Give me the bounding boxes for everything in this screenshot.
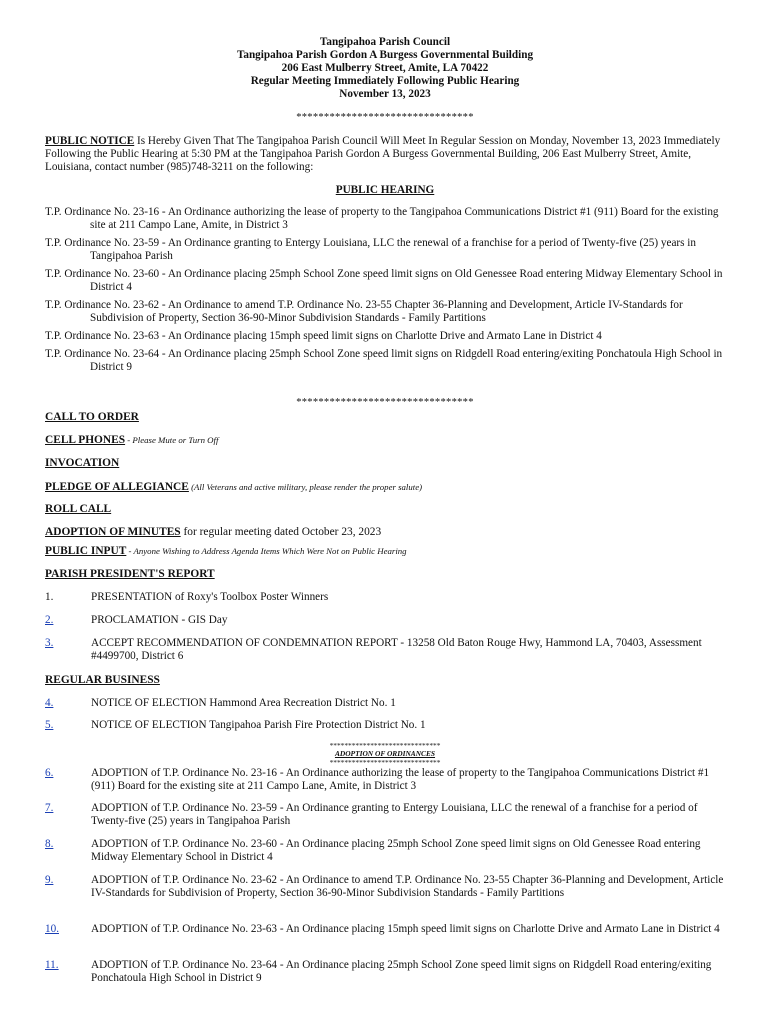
agenda-item-1 [45,591,735,604]
pledge-note: (All Veterans and active military, please render the proper salute) [188,482,423,492]
item-number-link[interactable]: 8. [45,838,54,850]
hearing-item: T.P. Ordinance No. 23-59 - An Ordinance granting to Entergy Louisiana, LLC the renewal of a franchise for a period of Twenty-five (25) years in Tangipahoa Parish [45,237,696,263]
divider-stars-small: ****************************** [329,757,441,767]
regular-business-label: REGULAR BUSINESS [45,674,160,686]
adoption-of-ordinances-title: ADOPTION OF ORDINANCES [334,749,436,759]
cell-phones-label: CELL PHONES [45,434,126,446]
item-number-link[interactable]: 2. [45,614,54,626]
header-date: November 13, 2023 [339,88,431,100]
item-number-link[interactable]: 11. [45,959,59,971]
item-number-link[interactable]: 9. [45,874,54,886]
divider-stars-small: ****************************** [329,741,441,750]
item-text: ADOPTION of T.P. Ordinance No. 23-64 - An Ordinance placing 25mph School Zone speed limit signs on Ridgdell Road entering/exiting Ponchatoula High School in District 9 [91,959,712,985]
header-council-name: Tangipahoa Parish Council [319,36,451,48]
president-report-label: PARISH PRESIDENT'S REPORT [45,568,215,580]
invocation-label: INVOCATION [45,457,120,469]
agenda-item-5 [45,719,735,732]
item-number-link[interactable]: 3. [45,637,54,649]
header-meeting-type: Regular Meeting Immediately Following Public Hearing [250,75,520,87]
agenda-item-6 [45,767,735,793]
item-text: ADOPTION of T.P. Ordinance No. 23-63 - An Ordinance placing 15mph speed limit signs on Charlotte Drive and Armato Lane in District 4 [91,923,720,935]
agenda-item-2 [45,614,735,627]
item-text: PRESENTATION of Roxy's Toolbox Poster Winners [91,591,329,603]
hearing-item: T.P. Ordinance No. 23-60 - An Ordinance placing 25mph School Zone speed limit signs on Old Genessee Road entering Midway Elementary School in District 4 [45,268,723,294]
item-number: 1. [45,591,54,603]
regular-business [45,673,735,687]
adoption-of-minutes [45,525,735,539]
pledge-of-allegiance [45,480,735,494]
header-building: Tangipahoa Parish Gordon A Burgess Governmental Building [236,49,534,61]
item-text: NOTICE OF ELECTION Hammond Area Recreation District No. 1 [91,697,396,709]
adoption-of-ordinances-block [0,742,770,767]
parish-president-report [45,567,735,581]
hearing-item: T.P. Ordinance No. 23-63 - An Ordinance placing 15mph speed limit signs on Charlotte Drive and Armato Lane in District 4 [45,330,602,342]
item-text: ADOPTION of T.P. Ordinance No. 23-60 - An Ordinance placing 25mph School Zone speed limit signs on Old Genessee Road entering Midway Elementary School in District 4 [91,838,701,864]
public-notice [45,135,735,175]
divider-stars-hearing: ******************************** [296,397,474,408]
agenda-item-10 [45,923,735,936]
item-text: ADOPTION of T.P. Ordinance No. 23-16 - An Ordinance authorizing the lease of property to the Tangipahoa Communications District #1 (911) Board for the existing site at 211 Campo Lane, Amite, in District 3 [91,767,710,793]
item-text: PROCLAMATION - GIS Day [91,614,228,626]
public-hearing-title [0,184,770,197]
agenda-item-3 [45,637,735,663]
agenda-item-8 [45,838,735,864]
item-text: ADOPTION of T.P. Ordinance No. 23-59 - An Ordinance granting to Entergy Louisiana, LLC the renewal of a franchise for a period of Twenty-five (25) years in Tangipahoa Parish [91,802,698,828]
item-text: NOTICE OF ELECTION Tangipahoa Parish Fire Protection District No. 1 [91,719,426,731]
item-number-link[interactable]: 6. [45,767,54,779]
roll-call-label: ROLL CALL [45,503,112,515]
invocation [45,456,735,470]
agenda-item-4 [45,697,735,710]
minutes-label: ADOPTION OF MINUTES [45,526,181,538]
item-number-link[interactable]: 7. [45,802,54,814]
public-hearing-title-text: PUBLIC HEARING [335,184,435,196]
public-hearing-list [45,206,735,379]
minutes-text: for regular meeting dated October 23, 2023 [180,526,382,538]
agenda-item-11 [45,959,735,985]
cell-phones-note: - Please Mute or Turn Off [125,435,219,445]
document-header [0,36,770,101]
public-input-note: - Anyone Wishing to Address Agenda Items Which Were Not on Public Hearing [126,546,407,556]
item-number-link[interactable]: 10. [45,923,59,935]
agenda-item-7 [45,802,735,828]
header-address: 206 East Mulberry Street, Amite, LA 70422 [281,62,489,74]
item-text: ADOPTION of T.P. Ordinance No. 23-62 - An Ordinance to amend T.P. Ordinance No. 23-55 Chapter 36-Planning and Development, Article IV-Standards for Subdivision of Property, Section 36-90-Minor Subdivision Standards - Family Partitions [91,874,724,900]
cell-phones [45,433,735,447]
call-to-order [45,410,735,424]
hearing-item: T.P. Ordinance No. 23-62 - An Ordinance to amend T.P. Ordinance No. 23-55 Chapter 36-Planning and Development, Article IV-Standards for Subdivision of Property, Section 36-90-Minor Subdivision Standards - Family Partitions [45,299,683,325]
item-number-link[interactable]: 5. [45,719,54,731]
public-input-label: PUBLIC INPUT [45,545,127,557]
public-notice-label: PUBLIC NOTICE [45,135,135,147]
call-to-order-label: CALL TO ORDER [45,411,139,423]
item-number-link[interactable]: 4. [45,697,54,709]
pledge-label: PLEDGE OF ALLEGIANCE [45,481,189,493]
agenda-item-9 [45,874,735,900]
public-notice-text: Is Hereby Given That The Tangipahoa Parish Council Will Meet In Regular Session on Monday, November 13, 2023 Immediately Following the Public Hearing at 5:30 PM at the Tangipahoa Parish Gordon A Burgess Governmental Building, 206 East Mulberry Street, Amite, Louisiana, contact number (985)748-3211 on the following: [45,135,721,174]
roll-call [45,502,735,516]
public-input [45,544,735,558]
hearing-item: T.P. Ordinance No. 23-16 - An Ordinance authorizing the lease of property to the Tangipahoa Communications District #1 (911) Board for the existing site at 211 Campo Lane, Amite, in District 3 [45,206,719,232]
divider-stars-top: ******************************** [296,112,474,123]
item-text: ACCEPT RECOMMENDATION OF CONDEMNATION REPORT - 13258 Old Baton Rouge Hwy, Hammond LA, 70403, Assessment #4499700, District 6 [91,637,702,663]
hearing-item: T.P. Ordinance No. 23-64 - An Ordinance placing 25mph School Zone speed limit signs on Ridgdell Road entering/exiting Ponchatoula High School in District 9 [45,347,723,373]
